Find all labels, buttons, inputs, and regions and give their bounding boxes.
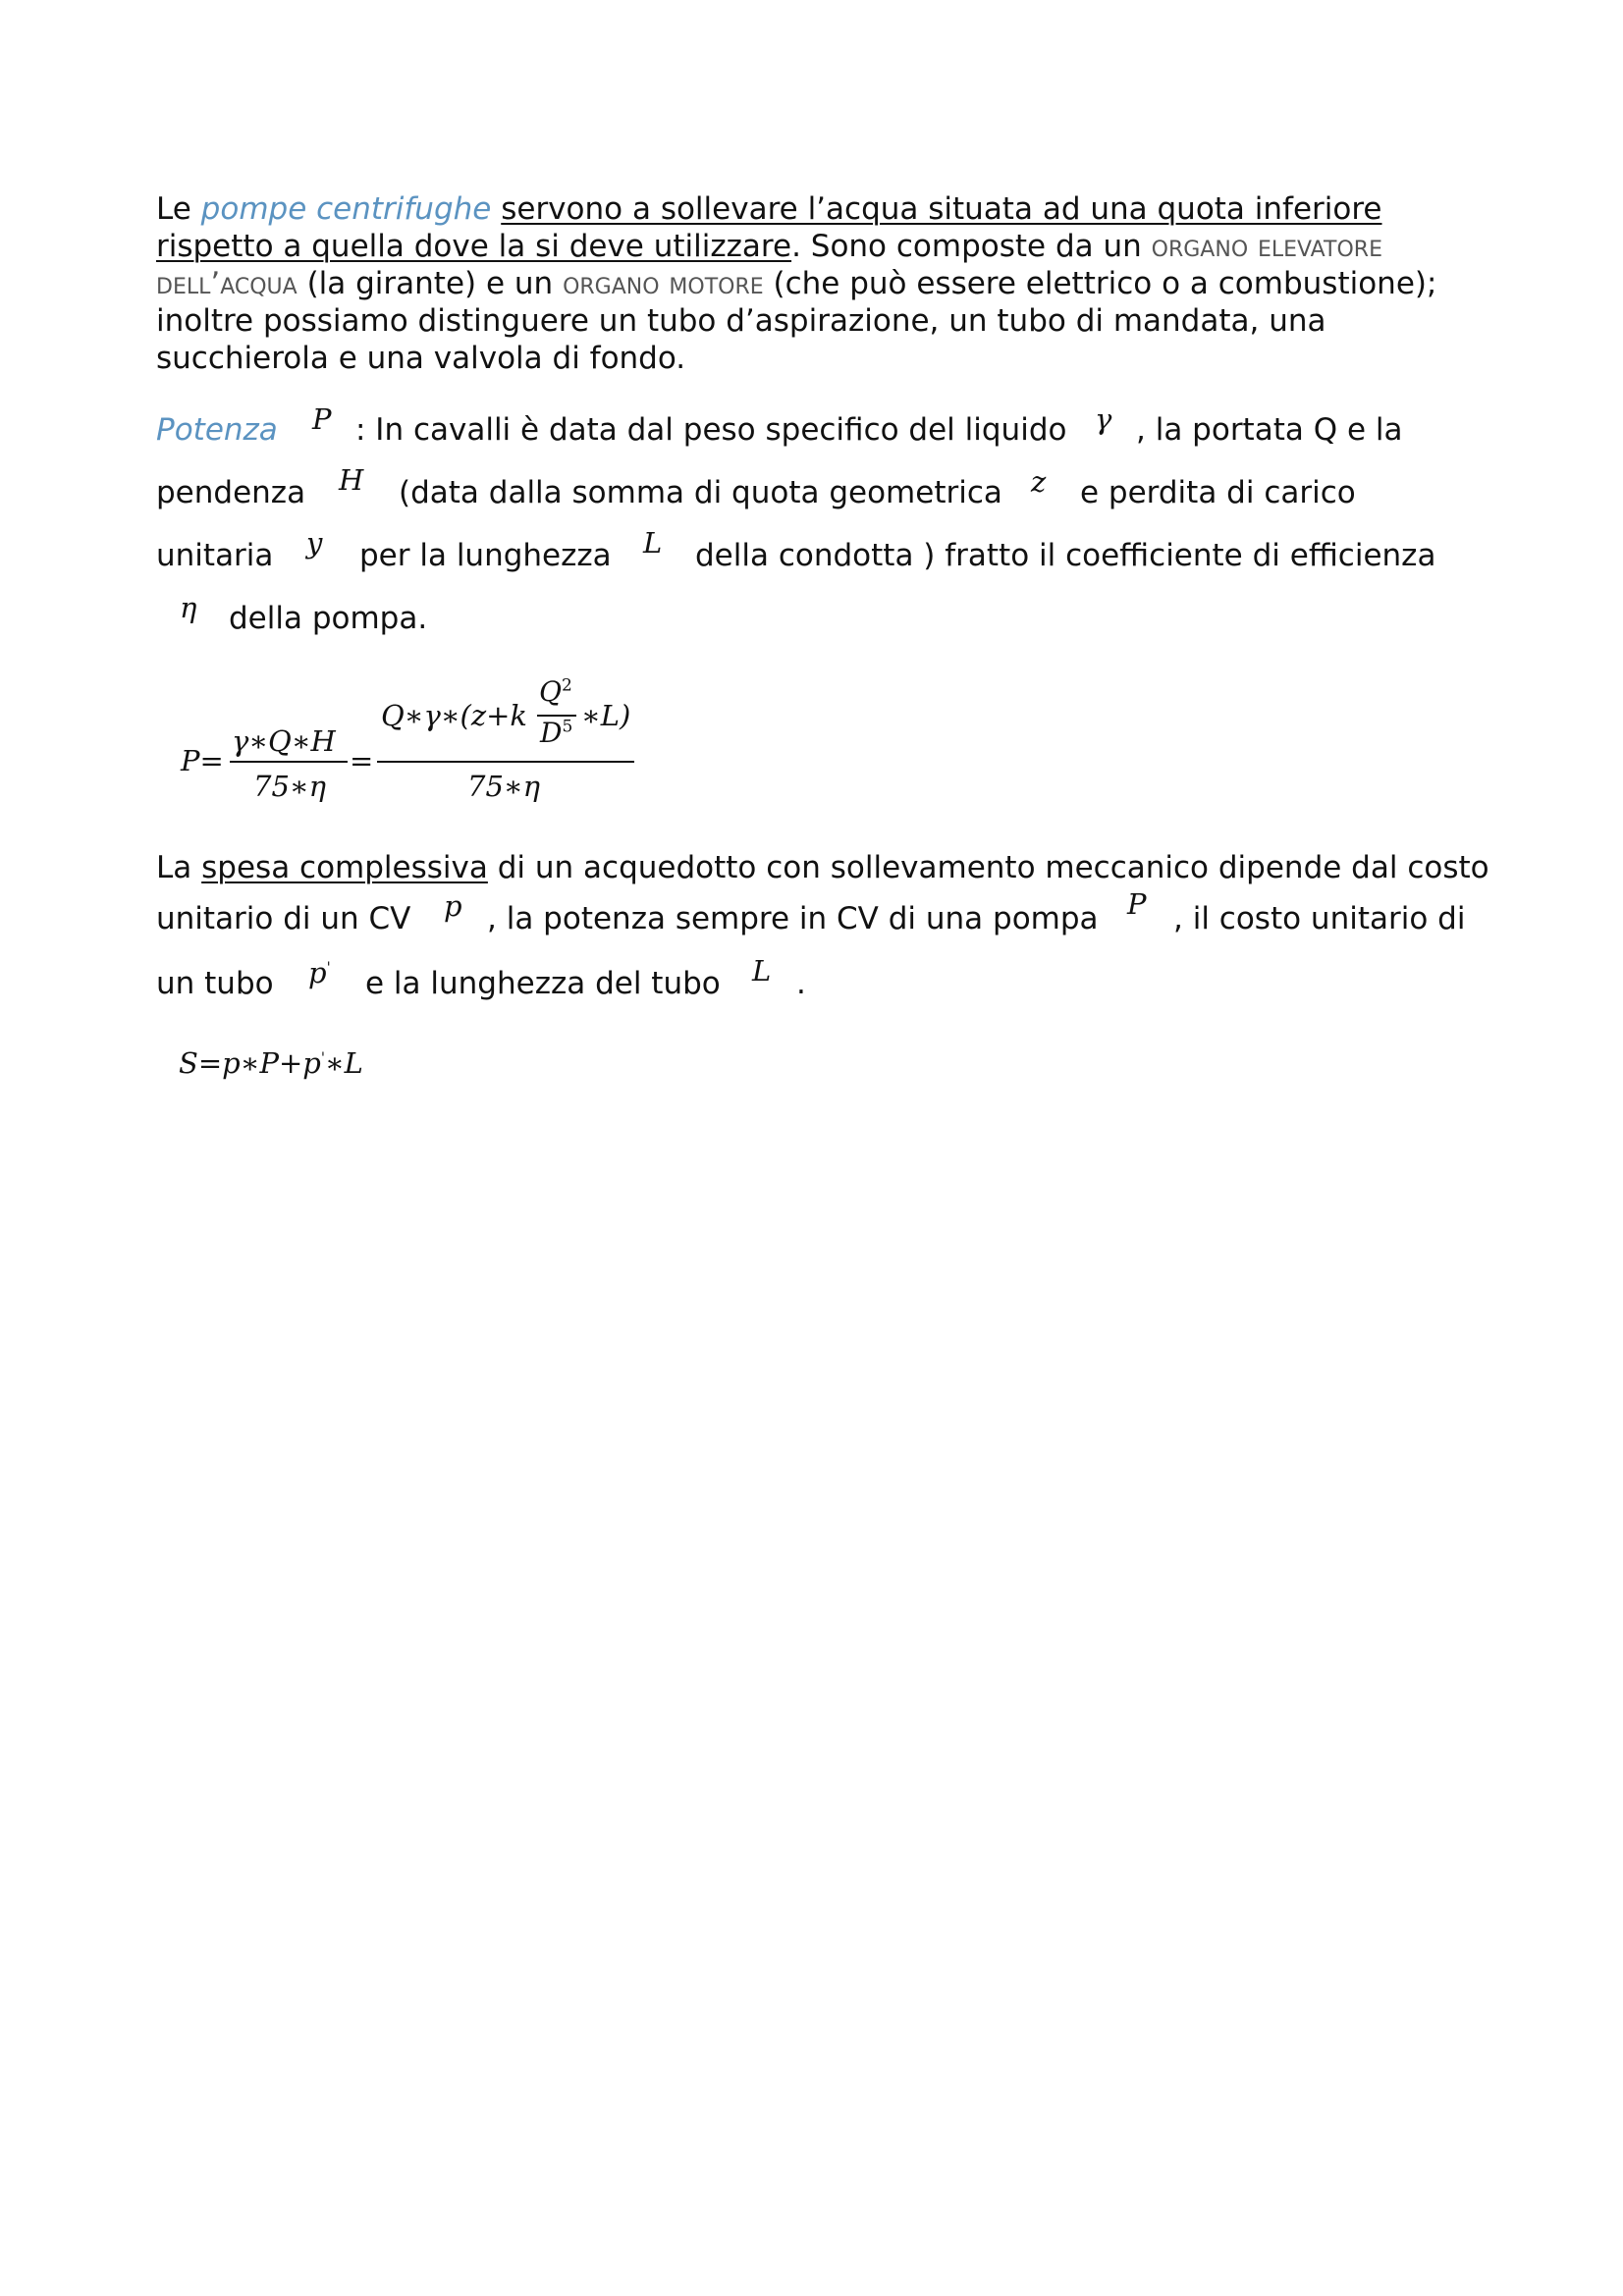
spesa-line-2-text-a: unitario di un CV — [156, 901, 411, 936]
formula1-denominator-1: 75∗η — [253, 770, 326, 803]
symbol-z: z — [1031, 465, 1047, 499]
smallcaps-organo-elevatore: organo elevatore dell’acqua — [156, 229, 1382, 301]
potenza-line-2-text-b: (data dalla somma di quota geometrica — [399, 475, 1002, 510]
potenza-line-3-text-b: per la lunghezza — [359, 538, 612, 573]
intro-rest-3: (che può essere elettrico o a combustione); inoltre possiamo distinguere un tubo d’aspirazione, un tubo di mandata, una succhierola e una valvola di fondo. — [156, 266, 1437, 376]
formula1-d: D — [540, 717, 563, 749]
formula1-d-exp: 5 — [562, 717, 573, 737]
spesa-line-3-text-c: . — [796, 966, 806, 1001]
potenza-line-3-text-a: unitaria — [156, 538, 274, 573]
formula1-denominator-2: 75∗η — [467, 770, 540, 803]
potenza-line-2-text-a: pendenza — [156, 475, 306, 510]
potenza-line-1 — [156, 412, 278, 448]
underlined-purpose: servono a sollevare l’acqua situata ad una quota inferiore rispetto a quella dove la si deve utilizzare — [156, 191, 1382, 264]
spesa-line-2-text-b: , la potenza sempre in CV di una pompa — [487, 901, 1099, 936]
underlined-spesa-complessiva: spesa complessiva — [201, 850, 488, 885]
spesa-line-3-text-a: un tubo — [156, 966, 274, 1001]
symbol-gamma: γ — [1095, 402, 1112, 436]
potenza-line-1-text-a: : In cavalli è data dal peso specifico del liquido — [355, 412, 1067, 448]
intro-le: Le — [156, 191, 191, 227]
spesa-line-3-text-b: e la lunghezza del tubo — [365, 966, 721, 1001]
symbol-p-prime — [308, 956, 331, 989]
formula1-numerator-2-a: Q∗γ∗(z+k — [381, 699, 527, 732]
intro-rest-1: . Sono composte da un — [791, 229, 1142, 264]
formula1-lhs: P= — [181, 744, 224, 777]
spesa-line-1-rest: di un acquedotto con sollevamento meccanico dipende dal costo — [497, 850, 1489, 885]
symbol-p: p — [444, 889, 462, 923]
formula1-fraction-bar-1 — [230, 761, 348, 763]
symbol-H: H — [339, 463, 364, 497]
formula2-part-b: ∗L — [324, 1046, 363, 1080]
symbol-P: P — [312, 402, 332, 436]
formula2-prime: ' — [320, 1048, 325, 1067]
formula1-inner-denominator — [540, 717, 572, 749]
intro-paragraph — [156, 190, 1491, 377]
potenza-line-4-text: della pompa. — [229, 601, 428, 636]
symbol-L-tubo: L — [752, 954, 772, 988]
spesa-la: La — [156, 850, 192, 885]
symbol-L: L — [643, 526, 663, 560]
formula1-fraction-bar-2 — [377, 761, 634, 763]
smallcaps-organo-motore: organo motore — [563, 266, 764, 301]
intro-rest-2: (la girante) e un — [306, 266, 554, 301]
formula1-q-exp: 2 — [561, 675, 572, 696]
formula1-inner-numerator — [539, 675, 572, 708]
symbol-y: y — [306, 526, 323, 560]
spesa-line-1 — [156, 850, 1489, 885]
symbol-eta: η — [180, 591, 197, 624]
formula1-q: Q — [539, 675, 562, 708]
potenza-line-2-text-c: e perdita di carico — [1080, 475, 1356, 510]
formula1-numerator-2-b: ∗L) — [581, 699, 631, 732]
symbol-P-pompa: P — [1127, 887, 1147, 921]
formula1-equals: = — [350, 744, 374, 777]
term-potenza: Potenza — [156, 412, 278, 448]
spesa-line-2-text-c: , il costo unitario di — [1173, 901, 1466, 936]
formula1-numerator-1: γ∗Q∗H — [232, 724, 336, 758]
formula2-part-a: S=p∗P+p — [179, 1046, 321, 1080]
formula-cost — [179, 1046, 363, 1080]
symbol-prime: ' — [326, 958, 331, 977]
potenza-line-1-text-b: , la portata Q e la — [1136, 412, 1403, 448]
symbol-p2: p — [308, 956, 327, 989]
term-pompe-centrifughe: pompe centrifughe — [200, 191, 492, 227]
potenza-line-3-text-c: della condotta ) fratto il coefficiente di efficienza — [695, 538, 1436, 573]
